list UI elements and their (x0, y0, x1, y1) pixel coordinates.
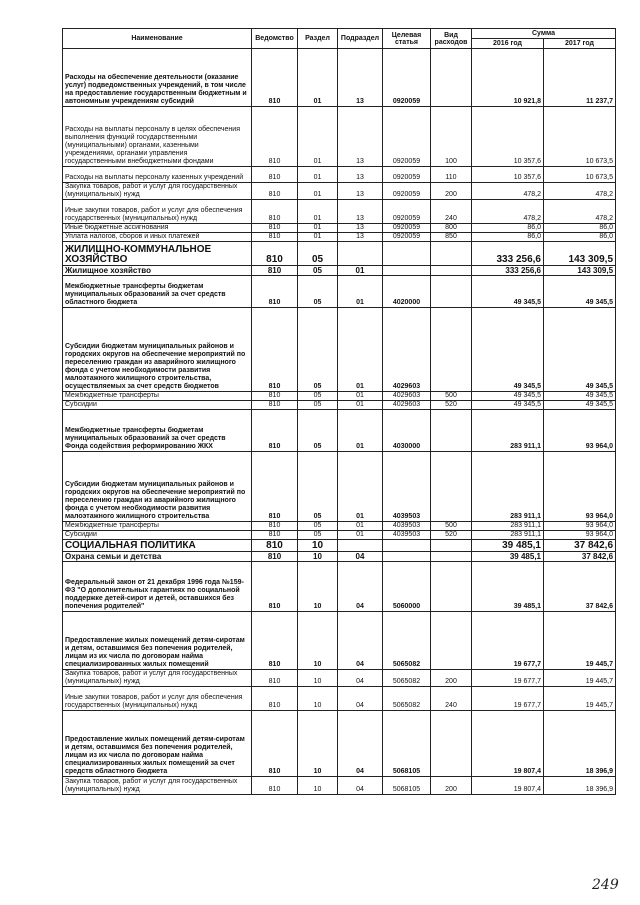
table-row (63, 531, 616, 540)
cell-podr: 13 (338, 49, 383, 107)
cell-name: Предоставление жилых помещений детям-сиротам и детям, оставшимся без попечения родителей, лицам из их числа по договорам найма специализированных жилых помещений (63, 612, 252, 670)
cell-s2016: 49 345,5 (472, 392, 544, 401)
cell-name: ЖИЛИЩНО-КОММУНАЛЬНОЕ ХОЗЯЙСТВО (63, 242, 252, 266)
cell-name: Иные закупки товаров, работ и услуг для обеспечения государственных (муниципальных) нужд (63, 200, 252, 224)
budget-table (62, 28, 616, 795)
cell-cs: 0920059 (383, 200, 431, 224)
cell-s2017: 10 673,5 (544, 167, 616, 183)
table-row (63, 452, 616, 522)
cell-s2016: 283 911,1 (472, 452, 544, 522)
cell-s2016: 19 677,7 (472, 612, 544, 670)
cell-vr (431, 308, 472, 392)
cell-cs: 4039503 (383, 522, 431, 531)
cell-cs: 4039503 (383, 531, 431, 540)
cell-cs: 0920059 (383, 167, 431, 183)
cell-razd: 05 (298, 401, 338, 410)
table-row (63, 540, 616, 552)
cell-vr (431, 276, 472, 308)
cell-ved: 810 (252, 410, 298, 452)
cell-s2016: 49 345,5 (472, 401, 544, 410)
cell-cs (383, 242, 431, 266)
cell-razd: 10 (298, 687, 338, 711)
cell-vr (431, 266, 472, 276)
cell-cs: 5065082 (383, 670, 431, 687)
cell-razd: 05 (298, 392, 338, 401)
cell-ved: 810 (252, 522, 298, 531)
cell-vr: 520 (431, 531, 472, 540)
cell-vr: 520 (431, 401, 472, 410)
cell-cs: 4029603 (383, 308, 431, 392)
cell-s2017: 49 345,5 (544, 392, 616, 401)
cell-s2017: 93 964,0 (544, 410, 616, 452)
table-row (63, 522, 616, 531)
table-row (63, 711, 616, 777)
cell-s2017: 37 842,6 (544, 562, 616, 612)
cell-vr: 500 (431, 392, 472, 401)
cell-ved: 810 (252, 242, 298, 266)
cell-s2016: 283 911,1 (472, 531, 544, 540)
cell-razd: 05 (298, 276, 338, 308)
cell-vr (431, 612, 472, 670)
cell-name: Субсидии (63, 401, 252, 410)
cell-s2016: 86,0 (472, 224, 544, 233)
cell-razd: 01 (298, 167, 338, 183)
col-header-celevaya: Целевая статья (383, 29, 431, 49)
cell-ved: 810 (252, 183, 298, 200)
cell-s2017: 19 445,7 (544, 687, 616, 711)
cell-podr (338, 242, 383, 266)
cell-cs (383, 266, 431, 276)
cell-cs: 0920059 (383, 49, 431, 107)
cell-ved: 810 (252, 552, 298, 562)
cell-vr (431, 410, 472, 452)
cell-podr: 01 (338, 308, 383, 392)
cell-name: Охрана семьи и детства (63, 552, 252, 562)
cell-ved: 810 (252, 711, 298, 777)
page-number: 249 (592, 877, 619, 893)
cell-podr: 01 (338, 410, 383, 452)
cell-razd: 10 (298, 777, 338, 795)
cell-s2016: 10 921,8 (472, 49, 544, 107)
cell-s2017: 93 964,0 (544, 522, 616, 531)
table-row (63, 242, 616, 266)
cell-cs: 4030000 (383, 410, 431, 452)
cell-podr: 13 (338, 167, 383, 183)
cell-s2016: 39 485,1 (472, 552, 544, 562)
cell-name: Межбюджетные трансферты бюджетам муниципальных образований за счет средств Фонда содействия реформированию ЖКХ (63, 410, 252, 452)
cell-razd: 01 (298, 183, 338, 200)
cell-podr: 13 (338, 224, 383, 233)
cell-s2016: 19 677,7 (472, 670, 544, 687)
cell-s2016: 19 807,4 (472, 711, 544, 777)
col-header-name: Наименование (63, 29, 252, 49)
cell-s2017: 49 345,5 (544, 308, 616, 392)
table-row (63, 183, 616, 200)
cell-name: СОЦИАЛЬНАЯ ПОЛИТИКА (63, 540, 252, 552)
cell-s2017: 37 842,6 (544, 540, 616, 552)
cell-razd: 05 (298, 522, 338, 531)
cell-name: Иные закупки товаров, работ и услуг для обеспечения государственных (муниципальных) нужд (63, 687, 252, 711)
cell-vr: 240 (431, 200, 472, 224)
col-header-podrazdel: Подраздел (338, 29, 383, 49)
cell-ved: 810 (252, 233, 298, 242)
cell-s2017: 478,2 (544, 183, 616, 200)
cell-razd: 01 (298, 233, 338, 242)
cell-s2017: 10 673,5 (544, 107, 616, 167)
cell-podr: 01 (338, 276, 383, 308)
cell-razd: 05 (298, 242, 338, 266)
table-row (63, 392, 616, 401)
cell-s2016: 86,0 (472, 233, 544, 242)
cell-cs (383, 540, 431, 552)
cell-name: Расходы на обеспечение деятельности (оказание услуг) подведомственных учреждений, в том числе на предоставление государственным бюджетным и автономным учреждениям субсидий (63, 49, 252, 107)
cell-ved: 810 (252, 308, 298, 392)
cell-ved: 810 (252, 687, 298, 711)
cell-cs: 4039503 (383, 452, 431, 522)
cell-name: Субсидии бюджетам муниципальных районов и городских округов на обеспечение мероприятий по переселению граждан из аварийного жилищного фонда с учетом необходимости развития малоэтажного жилищного строительства (63, 452, 252, 522)
cell-s2017: 37 842,6 (544, 552, 616, 562)
cell-podr (338, 540, 383, 552)
cell-name: Уплата налогов, сборов и иных платежей (63, 233, 252, 242)
budget-sheet (62, 28, 615, 795)
table-row (63, 49, 616, 107)
cell-razd: 10 (298, 552, 338, 562)
cell-name: Расходы на выплаты персоналу в целях обеспечения выполнения функций государственными (муниципальными) органами, казенными учреждениями, органами управления государственными внебюджетными фондами (63, 107, 252, 167)
cell-vr (431, 562, 472, 612)
cell-ved: 810 (252, 167, 298, 183)
table-row (63, 276, 616, 308)
cell-name: Субсидии (63, 531, 252, 540)
cell-podr: 04 (338, 687, 383, 711)
cell-cs: 5068105 (383, 711, 431, 777)
cell-podr: 04 (338, 552, 383, 562)
cell-cs: 0920059 (383, 224, 431, 233)
table-row (63, 612, 616, 670)
cell-razd: 10 (298, 670, 338, 687)
cell-razd: 01 (298, 107, 338, 167)
cell-cs: 4020000 (383, 276, 431, 308)
cell-cs: 4029603 (383, 392, 431, 401)
cell-name: Закупка товаров, работ и услуг для государственных (муниципальных) нужд (63, 670, 252, 687)
cell-s2017: 49 345,5 (544, 276, 616, 308)
cell-razd: 05 (298, 410, 338, 452)
table-row (63, 401, 616, 410)
cell-razd: 01 (298, 49, 338, 107)
table-row (63, 233, 616, 242)
cell-name: Расходы на выплаты персоналу казенных учреждений (63, 167, 252, 183)
cell-name: Федеральный закон от 21 декабря 1996 года №159-ФЗ "О дополнительных гарантиях по социальной поддержке детей-сирот и детей, оставшихся без попечения родителей" (63, 562, 252, 612)
cell-s2017: 86,0 (544, 233, 616, 242)
cell-razd: 05 (298, 266, 338, 276)
cell-ved: 810 (252, 531, 298, 540)
cell-ved: 810 (252, 224, 298, 233)
cell-name: Межбюджетные трансферты бюджетам муниципальных образований за счет средств областного бюджета (63, 276, 252, 308)
cell-razd: 10 (298, 612, 338, 670)
cell-vr: 100 (431, 107, 472, 167)
cell-podr: 01 (338, 531, 383, 540)
cell-s2016: 478,2 (472, 200, 544, 224)
cell-razd: 10 (298, 540, 338, 552)
cell-s2017: 143 309,5 (544, 242, 616, 266)
cell-ved: 810 (252, 612, 298, 670)
col-header-summa: Сумма (472, 29, 616, 39)
cell-s2016: 49 345,5 (472, 276, 544, 308)
cell-podr: 01 (338, 452, 383, 522)
cell-vr (431, 452, 472, 522)
cell-name: Субсидии бюджетам муниципальных районов и городских округов на обеспечение мероприятий по переселению граждан из аварийного жилищного фонда с учетом необходимости развития малоэтажного жилищного строительства, осуществляемых за счет средств бюджетов (63, 308, 252, 392)
cell-s2017: 93 964,0 (544, 531, 616, 540)
cell-ved: 810 (252, 540, 298, 552)
cell-s2016: 19 677,7 (472, 687, 544, 711)
cell-cs: 5065082 (383, 612, 431, 670)
cell-ved: 810 (252, 200, 298, 224)
cell-vr (431, 711, 472, 777)
cell-s2016: 39 485,1 (472, 540, 544, 552)
cell-ved: 810 (252, 49, 298, 107)
col-header-vid: Вид расходов (431, 29, 472, 49)
cell-vr (431, 49, 472, 107)
cell-vr: 200 (431, 670, 472, 687)
cell-name: Закупка товаров, работ и услуг для государственных (муниципальных) нужд (63, 183, 252, 200)
cell-razd: 05 (298, 531, 338, 540)
cell-s2017: 18 396,9 (544, 711, 616, 777)
cell-vr: 800 (431, 224, 472, 233)
col-header-razdel: Раздел (298, 29, 338, 49)
cell-s2016: 10 357,6 (472, 107, 544, 167)
table-row (63, 200, 616, 224)
cell-vr: 110 (431, 167, 472, 183)
cell-s2017: 19 445,7 (544, 670, 616, 687)
col-header-vedomstvo: Ведомство (252, 29, 298, 49)
table-row (63, 670, 616, 687)
cell-name: Межбюджетные трансферты (63, 392, 252, 401)
cell-razd: 10 (298, 711, 338, 777)
cell-razd: 01 (298, 200, 338, 224)
cell-cs: 5065082 (383, 687, 431, 711)
cell-s2016: 19 807,4 (472, 777, 544, 795)
cell-razd: 10 (298, 562, 338, 612)
cell-cs (383, 552, 431, 562)
cell-name: Предоставление жилых помещений детям-сиротам и детям, оставшимся без попечения родителей, лицам из их числа по договорам найма специализированных жилых помещений за счет средств областного бюджета (63, 711, 252, 777)
cell-podr: 13 (338, 107, 383, 167)
cell-vr: 500 (431, 522, 472, 531)
cell-s2017: 11 237,7 (544, 49, 616, 107)
table-row (63, 687, 616, 711)
cell-podr: 01 (338, 266, 383, 276)
cell-cs: 0920059 (383, 183, 431, 200)
cell-name: Межбюджетные трансферты (63, 522, 252, 531)
cell-s2016: 478,2 (472, 183, 544, 200)
table-row (63, 107, 616, 167)
cell-ved: 810 (252, 107, 298, 167)
cell-vr: 850 (431, 233, 472, 242)
cell-podr: 04 (338, 711, 383, 777)
cell-s2017: 86,0 (544, 224, 616, 233)
cell-podr: 13 (338, 200, 383, 224)
table-row (63, 562, 616, 612)
cell-s2017: 143 309,5 (544, 266, 616, 276)
table-row (63, 308, 616, 392)
cell-ved: 810 (252, 266, 298, 276)
cell-s2016: 333 256,6 (472, 242, 544, 266)
cell-ved: 810 (252, 392, 298, 401)
cell-podr: 04 (338, 612, 383, 670)
cell-razd: 05 (298, 308, 338, 392)
cell-s2017: 18 396,9 (544, 777, 616, 795)
cell-razd: 05 (298, 452, 338, 522)
cell-ved: 810 (252, 562, 298, 612)
cell-cs: 0920059 (383, 107, 431, 167)
cell-vr (431, 242, 472, 266)
cell-vr (431, 552, 472, 562)
cell-name: Закупка товаров, работ и услуг для государственных (муниципальных) нужд (63, 777, 252, 795)
cell-ved: 810 (252, 452, 298, 522)
cell-ved: 810 (252, 777, 298, 795)
cell-podr: 01 (338, 401, 383, 410)
cell-s2017: 478,2 (544, 200, 616, 224)
table-row (63, 167, 616, 183)
cell-vr: 200 (431, 183, 472, 200)
cell-podr: 04 (338, 562, 383, 612)
cell-vr: 240 (431, 687, 472, 711)
cell-vr: 200 (431, 777, 472, 795)
cell-ved: 810 (252, 276, 298, 308)
cell-s2016: 10 357,6 (472, 167, 544, 183)
cell-name: Иные бюджетные ассигнования (63, 224, 252, 233)
cell-s2016: 283 911,1 (472, 522, 544, 531)
cell-podr: 04 (338, 670, 383, 687)
cell-ved: 810 (252, 401, 298, 410)
cell-razd: 01 (298, 224, 338, 233)
cell-podr: 13 (338, 183, 383, 200)
cell-cs: 0920059 (383, 233, 431, 242)
cell-s2016: 39 485,1 (472, 562, 544, 612)
table-body (63, 49, 616, 795)
cell-vr (431, 540, 472, 552)
table-row (63, 224, 616, 233)
cell-s2017: 93 964,0 (544, 452, 616, 522)
cell-name: Жилищное хозяйство (63, 266, 252, 276)
cell-s2017: 19 445,7 (544, 612, 616, 670)
table-row (63, 777, 616, 795)
cell-cs: 4029603 (383, 401, 431, 410)
cell-s2016: 49 345,5 (472, 308, 544, 392)
cell-podr: 01 (338, 522, 383, 531)
cell-podr: 04 (338, 777, 383, 795)
table-row (63, 552, 616, 562)
cell-cs: 5068105 (383, 777, 431, 795)
cell-ved: 810 (252, 670, 298, 687)
col-header-2016: 2016 год (472, 39, 544, 49)
table-row (63, 410, 616, 452)
cell-s2016: 333 256,6 (472, 266, 544, 276)
col-header-2017: 2017 год (544, 39, 616, 49)
table-row (63, 266, 616, 276)
cell-cs: 5060000 (383, 562, 431, 612)
cell-podr: 01 (338, 392, 383, 401)
cell-podr: 13 (338, 233, 383, 242)
cell-s2016: 283 911,1 (472, 410, 544, 452)
cell-s2017: 49 345,5 (544, 401, 616, 410)
